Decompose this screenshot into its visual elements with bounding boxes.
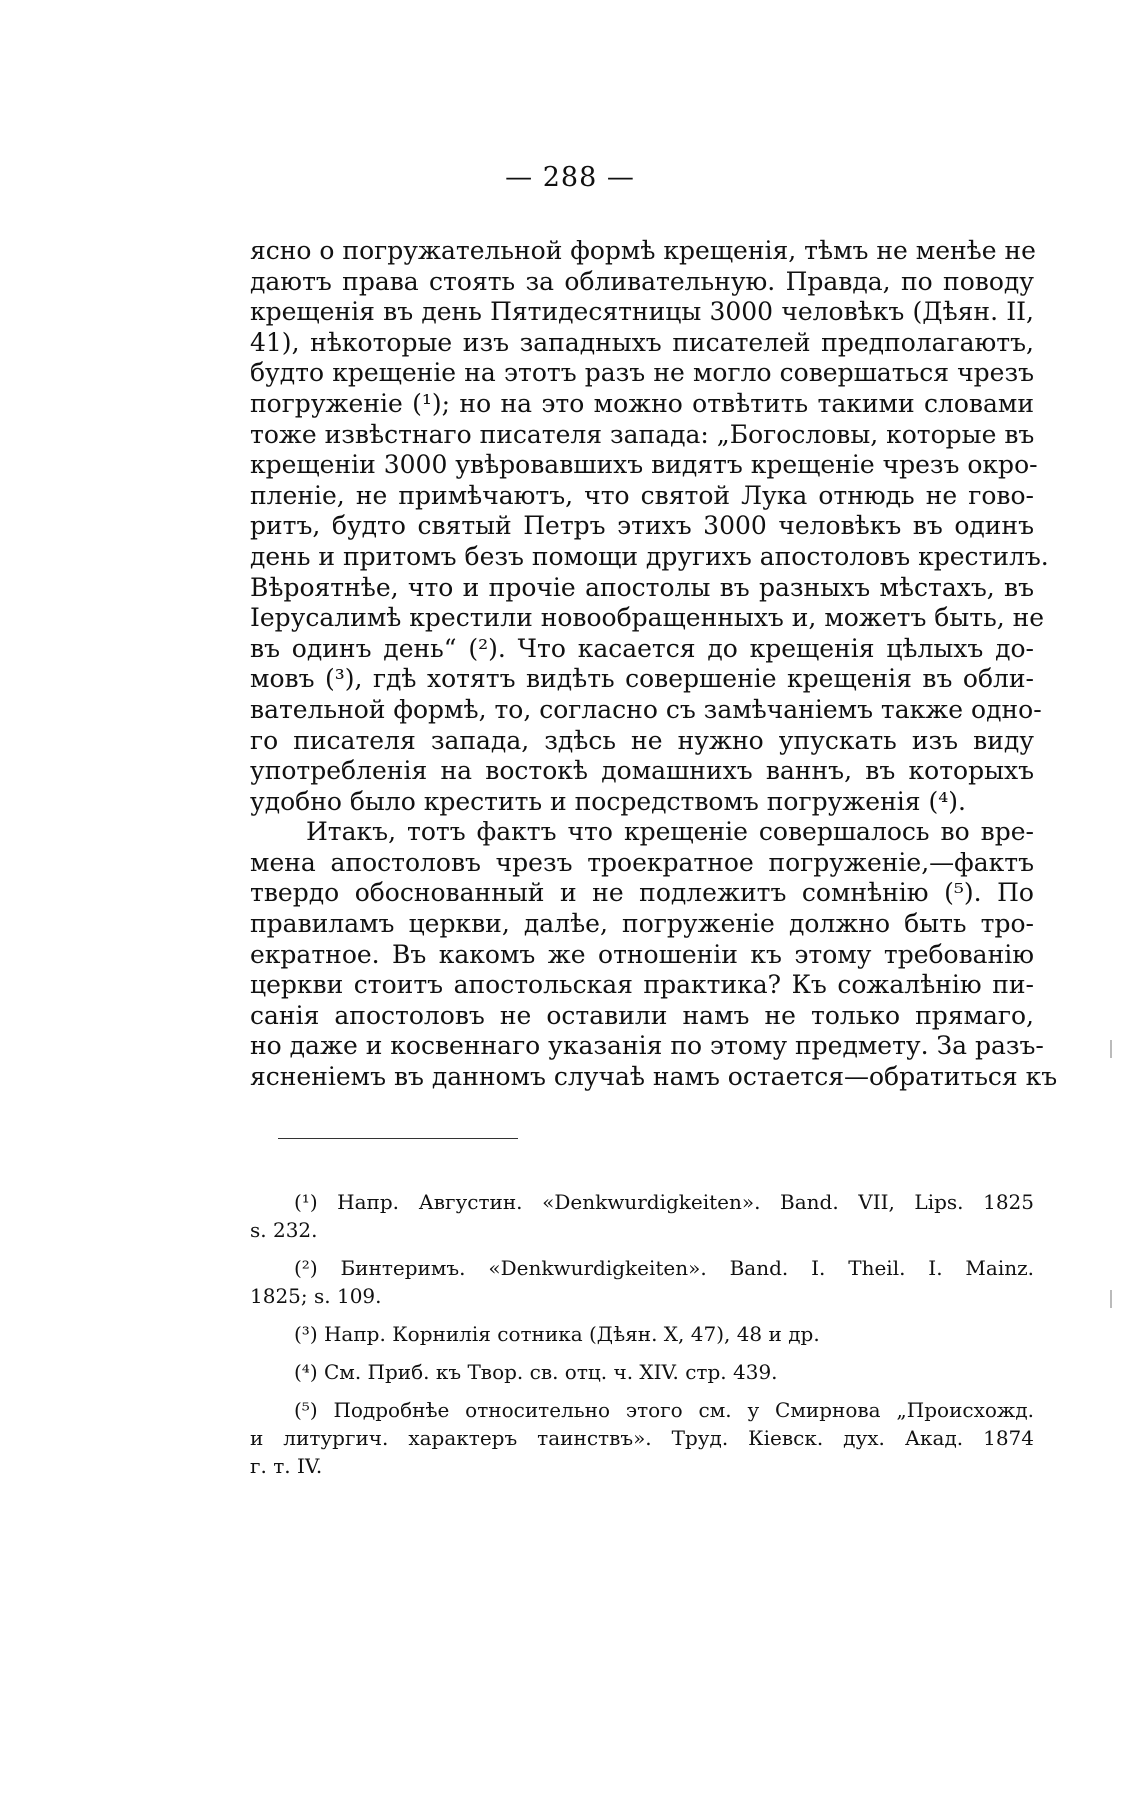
text-line: го писателя запада, здѣсь не нужно упускать изъ виду — [250, 725, 1034, 755]
text-line: твердо обоснованный и не подлежитъ сомнѣнію (⁵). По — [250, 878, 1034, 908]
text-line: погруженіе (¹); но на это можно отвѣтить такими словами — [250, 388, 1034, 418]
text-line: будто крещеніе на этотъ разъ не могло совершаться чрезъ — [250, 358, 1034, 388]
footnote — [250, 1188, 1034, 1244]
footnote-line: (⁴) См. Приб. къ Твор. св. отц. ч. XIV. стр. 439. — [294, 1360, 778, 1384]
text-line: даютъ права стоять за обливательную. Правда, по поводу — [250, 266, 1034, 296]
footnote-line: г. т. IV. — [250, 1454, 323, 1478]
text-line: Вѣроятнѣе, что и прочіе апостолы въ разныхъ мѣстахъ, въ — [250, 572, 1034, 602]
text-line: мовъ (³), гдѣ хотятъ видѣть совершеніе крещенія въ обли- — [250, 664, 1034, 694]
footnote-line: (⁵) Подробнѣе относительно этого см. у Смирнова „Происхожд. — [294, 1398, 1034, 1422]
text-line: правиламъ церкви, далѣе, погруженіе должно быть тро- — [250, 909, 1034, 939]
text-line: пленіе, не примѣчаютъ, что святой Лука отнюдь не гово- — [250, 480, 1034, 510]
text-line: но даже и косвеннаго указанія по этому предмету. За разъ- — [250, 1031, 1044, 1061]
footnotes — [250, 1188, 1034, 1490]
footnote-line: s. 232. — [250, 1218, 318, 1242]
page-number: — 288 — — [505, 162, 635, 193]
text-line: крещеніи 3000 увѣровавшихъ видятъ крещеніе чрезъ окро- — [250, 450, 1038, 480]
text-line: ясненіемъ въ данномъ случаѣ намъ остается—обратиться къ — [250, 1062, 1058, 1092]
text-line: Итакъ, тотъ фактъ что крещеніе совершалось во вре- — [306, 817, 1034, 847]
text-line: екратное. Въ какомъ же отношеніи къ этому требованію — [250, 939, 1034, 969]
text-line: Іерусалимѣ крестили новообращенныхъ и, можетъ быть, не — [250, 603, 1045, 633]
text-line: удобно было крестить и посредствомъ погруженія (⁴). — [250, 786, 966, 816]
text-line: 41), нѣкоторые изъ западныхъ писателей предполагаютъ, — [250, 327, 1034, 357]
footnote-line: (¹) Напр. Августин. «Denkwurdigkeiten». Band. VII, Lips. 1825 — [294, 1190, 1034, 1214]
footnote — [250, 1320, 1034, 1348]
footnote-line: 1825; s. 109. — [250, 1284, 382, 1308]
text-line: день и притомъ безъ помощи другихъ апостоловъ крестилъ. — [250, 541, 1049, 571]
text-line: вательной формѣ, то, согласно съ замѣчаніемъ также одно- — [250, 694, 1042, 724]
text-line: крещенія въ день Пятидесятницы 3000 человѣкъ (Дѣян. II, — [250, 297, 1034, 327]
footnote-line: и литургич. характеръ таинствъ». Труд. Кіевск. дух. Акад. 1874 — [250, 1426, 1034, 1450]
text-line: ритъ, будто святый Петръ этихъ 3000 человѣкъ въ одинъ — [250, 511, 1034, 541]
text-line: санія апостоловъ не оставили намъ не только прямаго, — [250, 1000, 1034, 1030]
main-text — [250, 236, 1058, 1093]
text-line: въ одинъ день“ (²). Что касается до крещенія цѣлыхъ до- — [250, 633, 1034, 663]
footnote-separator — [278, 1138, 518, 1139]
text-line: церкви стоитъ апостольская практика? Къ сожалѣнію пи- — [250, 970, 1034, 1000]
footnote — [250, 1254, 1034, 1310]
footnote — [250, 1396, 1034, 1480]
footnote-line: (³) Напр. Корнилія сотника (Дѣян. X, 47), 48 и др. — [294, 1322, 820, 1346]
margin-mark — [1110, 1040, 1112, 1058]
margin-mark — [1110, 1290, 1112, 1308]
text-line: ясно о погружательной формѣ крещенія, тѣмъ не менѣе не — [250, 236, 1036, 265]
footnote-line: (²) Бинтеримъ. «Denkwurdigkeiten». Band. I. Theil. I. Mainz. — [294, 1256, 1034, 1280]
footnote — [250, 1358, 1034, 1386]
text-line: употребленія на востокѣ домашнихъ ваннъ, въ которыхъ — [250, 756, 1034, 786]
text-line: мена апостоловъ чрезъ троекратное погруженіе,—фактъ — [250, 847, 1034, 877]
text-line: тоже извѣстнаго писателя запада: „Богословы, которые въ — [250, 419, 1035, 449]
